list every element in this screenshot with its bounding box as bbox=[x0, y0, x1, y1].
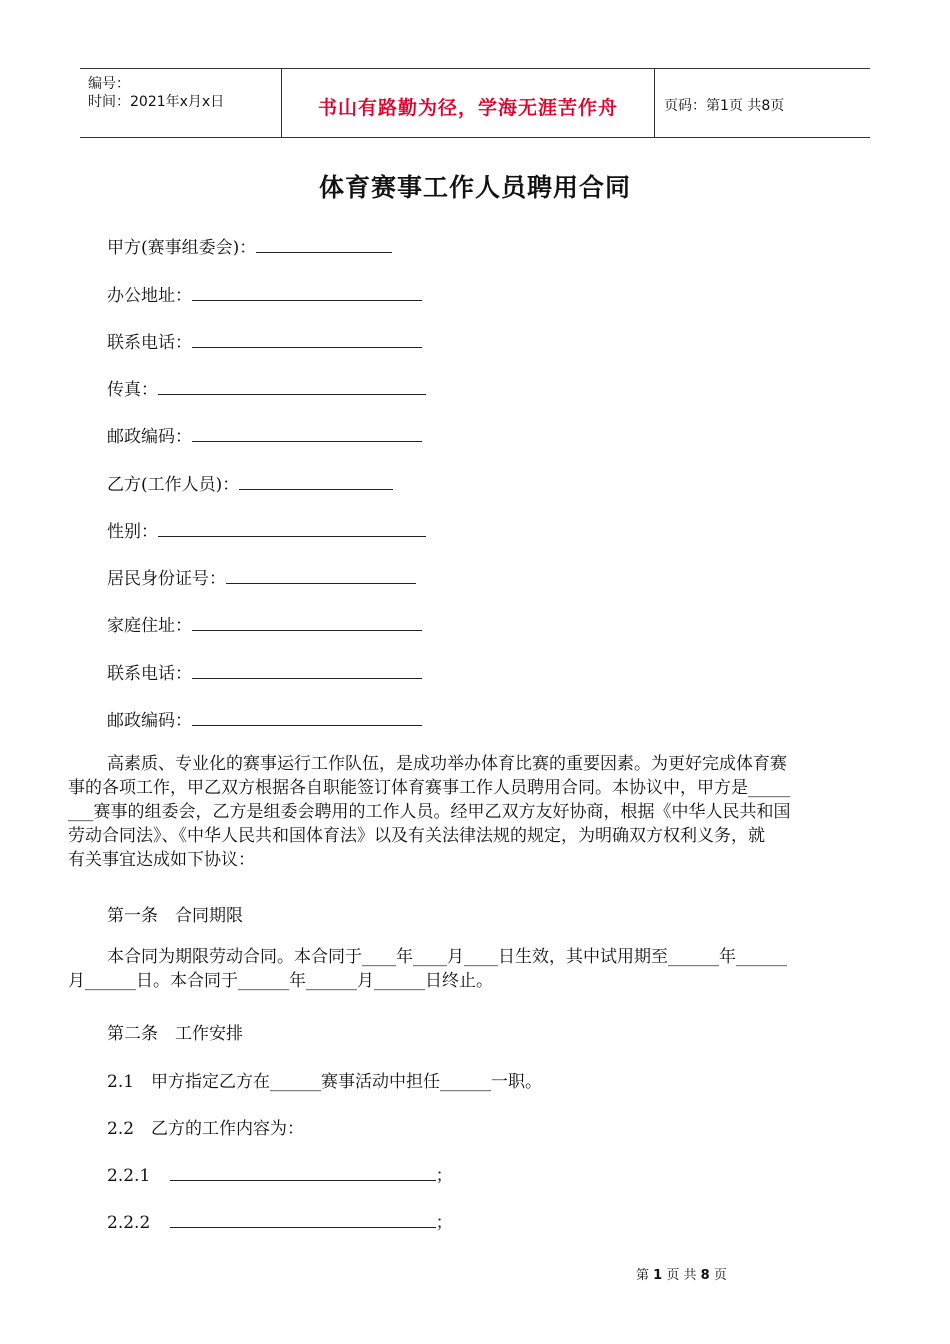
field-label: 家庭住址： bbox=[107, 616, 192, 636]
field-office-address bbox=[107, 281, 422, 306]
field-label: 传真： bbox=[107, 380, 158, 400]
article-1-body bbox=[68, 945, 874, 993]
field-party-a bbox=[107, 233, 392, 258]
field-label: 联系电话： bbox=[107, 333, 192, 353]
field-label: 甲方(赛事组委会)： bbox=[107, 238, 257, 258]
footer-page-number: 1 bbox=[653, 1268, 663, 1283]
document-time: 时间：2021年x月x日 bbox=[88, 94, 225, 110]
item-2-1: 2.1 甲方指定乙方在______赛事活动中担任______一职。 bbox=[107, 1072, 543, 1092]
item-number: 2.2.2 bbox=[107, 1213, 151, 1233]
footer-pre: 第 bbox=[636, 1268, 650, 1283]
intro-line: 劳动合同法》、《中华人民共和国体育法》以及有关法律法规的规定，为明确双方权利义务，就 bbox=[68, 826, 765, 846]
header-motto-cell bbox=[281, 69, 655, 137]
header-page-cell bbox=[654, 69, 870, 137]
blank-line[interactable] bbox=[170, 1166, 436, 1181]
article-1-heading: 第一条 合同期限 bbox=[107, 906, 243, 926]
footer-mid: 页 共 bbox=[666, 1268, 697, 1283]
intro-paragraph bbox=[68, 752, 874, 872]
field-postcode-a bbox=[107, 422, 422, 447]
article-1-line bbox=[68, 945, 874, 969]
page-footer bbox=[636, 1264, 727, 1283]
intro-line bbox=[68, 752, 874, 776]
field-label: 邮政编码： bbox=[107, 711, 192, 731]
field-gender bbox=[107, 517, 426, 542]
motto: 书山有路勤为径，学海无涯苦作舟 bbox=[317, 97, 618, 119]
intro-line: 事的各项工作，甲乙双方根据各自职能签订体育赛事工作人员聘用合同。本协议中，甲方是_____ bbox=[68, 778, 791, 798]
blank-line[interactable] bbox=[192, 616, 422, 631]
intro-line: 有关事宜达成如下协议： bbox=[68, 850, 255, 870]
item-2-2-2 bbox=[107, 1208, 453, 1233]
blank-line[interactable] bbox=[170, 1213, 436, 1228]
article-2-heading: 第二条 工作安排 bbox=[107, 1024, 243, 1044]
blank-line[interactable] bbox=[192, 333, 422, 348]
field-label: 居民身份证号： bbox=[107, 569, 226, 589]
field-label: 性别： bbox=[107, 522, 158, 542]
item-2-2: 2.2 乙方的工作内容为： bbox=[107, 1119, 305, 1139]
field-id-number bbox=[107, 564, 416, 589]
item-2-2-1 bbox=[107, 1161, 453, 1186]
item-number: 2.2.1 bbox=[107, 1166, 151, 1186]
field-label: 办公地址： bbox=[107, 286, 192, 306]
document-number: 编号： bbox=[88, 76, 130, 92]
blank-line[interactable] bbox=[158, 522, 426, 537]
blank-line[interactable] bbox=[158, 380, 426, 395]
article-1-line: 月______日。本合同于______年______月______日终止。 bbox=[68, 971, 493, 991]
field-fax bbox=[107, 375, 426, 400]
field-home-address bbox=[107, 611, 422, 636]
blank-line[interactable] bbox=[192, 711, 422, 726]
field-postcode-b bbox=[107, 706, 422, 731]
field-party-b bbox=[107, 470, 393, 495]
blank-line[interactable] bbox=[256, 238, 392, 253]
blank-line[interactable] bbox=[226, 569, 416, 584]
footer-post: 页 bbox=[713, 1268, 727, 1283]
article-1-line-text: 本合同为期限劳动合同。本合同于____年____月____日生效，其中试用期至______年______ bbox=[107, 947, 787, 967]
contract-title: 体育赛事工作人员聘用合同 bbox=[318, 173, 631, 202]
field-label: 乙方(工作人员)： bbox=[107, 475, 240, 495]
semicolon: ； bbox=[435, 1213, 453, 1233]
blank-line[interactable] bbox=[192, 427, 422, 442]
intro-line: ___赛事的组委会，乙方是组委会聘用的工作人员。经甲乙双方友好协商，根据《中华人民共和国 bbox=[68, 802, 791, 822]
blank-line[interactable] bbox=[192, 286, 422, 301]
header-info-cell bbox=[80, 69, 281, 137]
field-phone-b bbox=[107, 659, 422, 684]
semicolon: ； bbox=[435, 1166, 453, 1186]
header-page-number: 页码：第1页 共8页 bbox=[664, 98, 785, 114]
field-phone-a bbox=[107, 328, 422, 353]
intro-line-text: 高素质、专业化的赛事运行工作队伍，是成功举办体育比赛的重要因素。为更好完成体育赛 bbox=[107, 754, 787, 774]
blank-line[interactable] bbox=[239, 475, 393, 490]
field-label: 联系电话： bbox=[107, 664, 192, 684]
blank-line[interactable] bbox=[192, 664, 422, 679]
header-table bbox=[80, 68, 870, 138]
field-label: 邮政编码： bbox=[107, 427, 192, 447]
footer-total-pages: 8 bbox=[700, 1268, 710, 1283]
